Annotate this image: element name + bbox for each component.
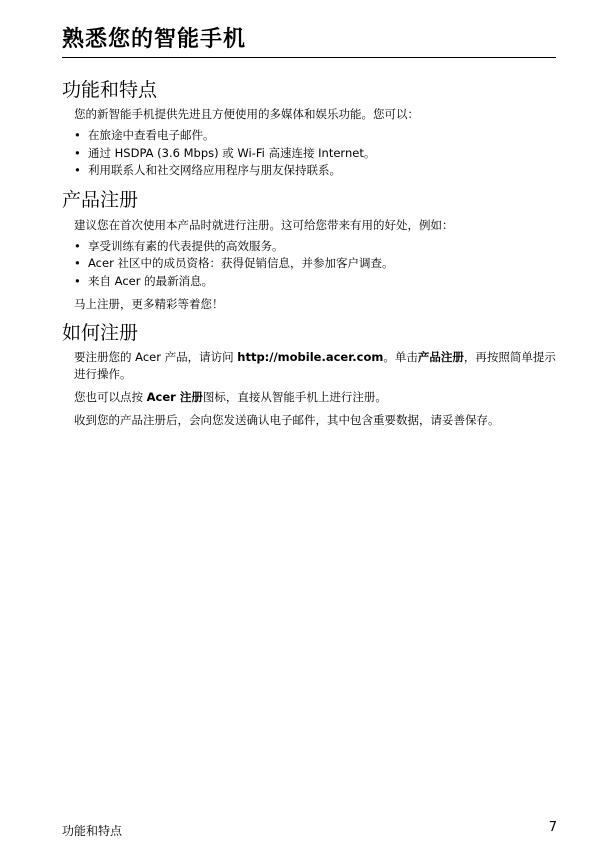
register-list — [62, 238, 556, 291]
howto-paragraph-3: 收到您的产品注册后，会向您发送确认电子邮件，其中包含重要数据，请妥善保存。 — [74, 413, 500, 427]
features-intro: 您的新智能手机提供先进且方便使用的多媒体和娱乐功能。您可以： — [74, 107, 419, 121]
title-rule — [62, 57, 556, 58]
bullet-icon: • — [74, 273, 81, 288]
content — [62, 76, 556, 429]
list-item: • 来自 Acer 的最新消息。 — [62, 273, 556, 291]
features-list — [62, 127, 556, 180]
list-item: • 在旅途中查看电子邮件。 — [62, 127, 556, 145]
register-intro: 建议您在首次使用本产品时就进行注册。这可给您带来有用的好处，例如： — [74, 217, 454, 232]
product-registration-link: 产品注册 — [417, 350, 464, 364]
heading-features: 功能和特点 — [62, 79, 158, 101]
register-closing: 马上注册，更多精彩等着您！ — [74, 297, 224, 311]
list-item: • 通过 HSDPA (3.6 Mbps) 或 Wi-Fi 高速连接 Internet。 — [62, 145, 556, 163]
registration-url-link[interactable]: http://mobile.acer.com — [237, 350, 384, 364]
bullet-icon: • — [74, 256, 81, 270]
bullet-icon: • — [74, 145, 81, 160]
page-title: 熟悉您的智能手机 — [62, 27, 247, 52]
bullet-icon: • — [74, 163, 81, 177]
bullet-icon: • — [74, 238, 81, 253]
footer-section-name: 功能和特点 — [62, 824, 123, 838]
howto-paragraph-2: 您也可以点按 Acer 注册图标，直接从智能手机上进行注册。 — [74, 390, 387, 404]
list-item: • Acer 社区中的成员资格：获得促销信息，并参加客户调查。 — [62, 255, 556, 273]
list-item: • 享受训练有素的代表提供的高效服务。 — [62, 238, 556, 256]
list-item: • 利用联系人和社交网络应用程序与朋友保持联系。 — [62, 162, 556, 180]
heading-register: 产品注册 — [62, 188, 139, 211]
bullet-icon: • — [74, 128, 81, 142]
page-number: 7 — [548, 820, 557, 835]
acer-registration-icon-label: Acer 注册 — [146, 390, 203, 404]
howto-paragraph-1: 要注册您的 Acer 产品，请访问 http://mobile.acer.com。单击产品注册，再按照简单提示进行操作。 — [74, 350, 556, 381]
heading-howto: 如何注册 — [62, 322, 139, 344]
